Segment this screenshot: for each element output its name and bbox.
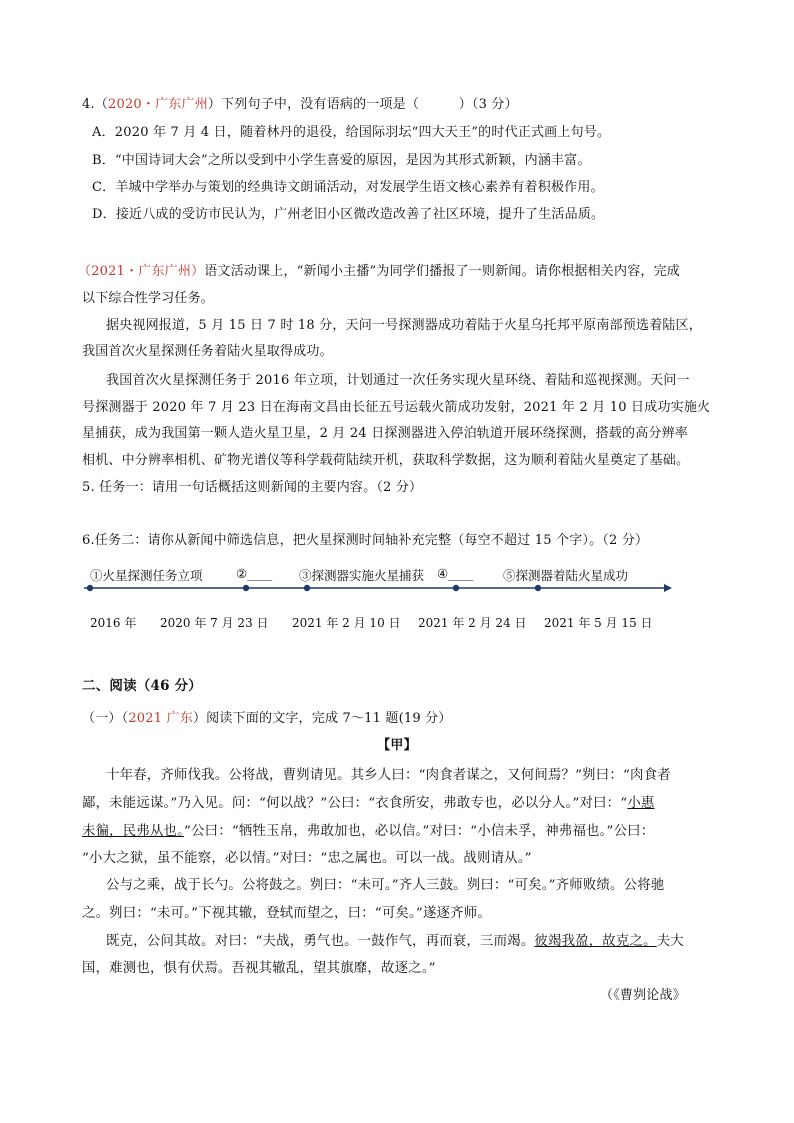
option-b: B．“中国诗词大会”之所以受到中小学生喜爱的原因，是因为其形式新颖，内涵丰富。 <box>92 153 591 168</box>
classical-line-6: 之。刿曰：“未可。”下视其辙，登轼而望之，曰：“可矣。”遂逐齐师。 <box>82 906 491 921</box>
timeline-marker-1 <box>87 585 93 591</box>
news-p1-line2: 我国首次火星探测任务着陆火星取得成功。 <box>82 344 333 359</box>
timeline-label-3: ③探测器实施火星捕获 <box>299 566 428 584</box>
news-p1-line1: 据央视网报道，5 月 15 日 7 时 18 分，天问一号探测器成功着陆于火星乌托邦平原南部预选着陆区， <box>106 318 702 333</box>
classical-line-8: 国，难测也，惧有伏焉。吾视其辙乱，望其旗靡，故逐之。” <box>82 961 436 976</box>
news-intro-line2: 以下综合性学习任务。 <box>82 291 215 306</box>
classical-line-7-text: 既克，公问其故。对曰：“夫战，勇气也。一鼓作气，再而衰，三而竭。 <box>106 934 535 949</box>
classical-line-4: “小大之狱，虽不能察，必以情。”对曰：“忠之属也。可以一战。战则请从。” <box>82 851 532 866</box>
classical-line-5: 公与之乘，战于长勺。公将鼓之。刿曰：“未可。”齐人三鼓。刿曰：“可矣。”齐师败绩。公将驰 <box>106 878 665 893</box>
option-d: D．接近八成的受访市民认为，广州老旧小区微改造改善了社区环境，提升了生活品质。 <box>92 207 605 222</box>
question-6: 6.任务二：请你从新闻中筛选信息，把火星探测时间轴补充完整（每空不超过 15 个字）。（2 分） <box>82 533 649 548</box>
news-intro <box>78 262 680 282</box>
citation: （《曹刿论战》 <box>600 988 686 1003</box>
news-p2-line3: 星捕获，成为我国第一颗人造火星卫星，2 月 24 日探测器进入停泊轨道开展环绕探测，搭载的高分辨率 <box>82 426 689 441</box>
part-instructions: ）阅读下面的文字，完成 7～11 题(19 分） <box>192 711 452 726</box>
news-source: （2021・广东广州） <box>78 264 205 279</box>
news-p2-line1: 我国首次火星探测任务于 2016 年立项，计划通过一次任务实现火星环绕、着陆和巡视探测。天问一 <box>106 373 690 388</box>
classical-line-3 <box>82 822 654 842</box>
timeline-marker-3 <box>304 585 310 591</box>
option-a: A．2020 年 7 月 4 日，随着林丹的退役，给国际羽坛“四大天王”的时代正式画上句号。 <box>92 125 611 140</box>
timeline-date-1: 2016 年 <box>90 616 137 630</box>
classical-line-2-text: 鄙，未能远谋。”乃入见。问：“何以战？”公曰：“衣食所安，弗敢专也，必以分人。”对曰：“ <box>82 796 628 811</box>
underlined-phrase: 小惠 <box>627 796 655 811</box>
timeline-marker-2 <box>243 585 249 591</box>
news-p2-line2: 号探测器于 2020 年 7 月 23 日在海南文昌由长征五号运载火箭成功发射，2021 年 2 月 10 日成功实施火 <box>82 400 711 415</box>
part-heading <box>82 709 452 729</box>
option-c: C．羊城中学举办与策划的经典诗文朗诵活动，对发展学生语文核心素养有着积极作用。 <box>92 180 604 195</box>
timeline-marker-5 <box>535 585 541 591</box>
section-heading: 二、阅读（46 分） <box>82 678 202 694</box>
news-p2-line4: 相机、中分辨率相机、矿物光谱仪等科学载荷陆续开机，获取科学数据，这为顺利着陆火星奠定了基础。 <box>82 453 690 468</box>
timeline-label-5: ⑤探测器着陆火星成功 <box>503 566 632 584</box>
underlined-phrase: 彼竭我盈，故克之。 <box>534 934 657 949</box>
news-intro-text: 语文活动课上，“新闻小主播”为同学们播报了一则新闻。请你根据相关内容，完成 <box>204 264 680 279</box>
classical-line-3-text: ”公曰：“牺牲玉帛，弗敢加也，必以信。”对曰：“小信未孚，神弗福也。”公曰： <box>184 824 655 839</box>
classical-line-2 <box>82 794 655 814</box>
timeline-label-2: ②____ <box>236 566 276 581</box>
question-source: 2020・广东广州 <box>108 97 208 112</box>
timeline-date-3: 2021 年 2 月 10 日 <box>292 616 401 630</box>
question-4-stem <box>82 95 518 115</box>
timeline-label-4: ④____ <box>437 566 477 581</box>
timeline-date-4: 2021 年 2 月 24 日 <box>418 616 527 630</box>
timeline-date-5: 2021 年 5 月 15 日 <box>544 616 653 630</box>
question-number: 4.（ <box>82 97 109 112</box>
text-jia-heading: 【甲】 <box>377 738 417 753</box>
timeline-label-1: ①火星探测任务立项 <box>90 566 207 584</box>
part-source: 2021 广东 <box>128 711 193 726</box>
classical-line-7 <box>106 932 684 952</box>
timeline-marker-4 <box>453 585 459 591</box>
underlined-phrase: 未徧，民弗从也。 <box>82 824 185 839</box>
timeline-arrow <box>664 584 672 592</box>
classical-line-7-end: 夫大 <box>656 934 684 949</box>
timeline-date-2: 2020 年 7 月 23 日 <box>160 616 269 630</box>
question-text: ）下列句子中，没有语病的一项是（ ）（3 分） <box>207 97 518 112</box>
classical-line-1: 十年春，齐师伐我。公将战，曹刿请见。其乡人曰：“肉食者谋之，又何间焉？”刿曰：“肉食者 <box>106 768 671 783</box>
question-5: 5. 任务一：请用一句话概括这则新闻的主要内容。（2 分） <box>82 480 423 495</box>
part-prefix: （一）（ <box>82 711 129 726</box>
